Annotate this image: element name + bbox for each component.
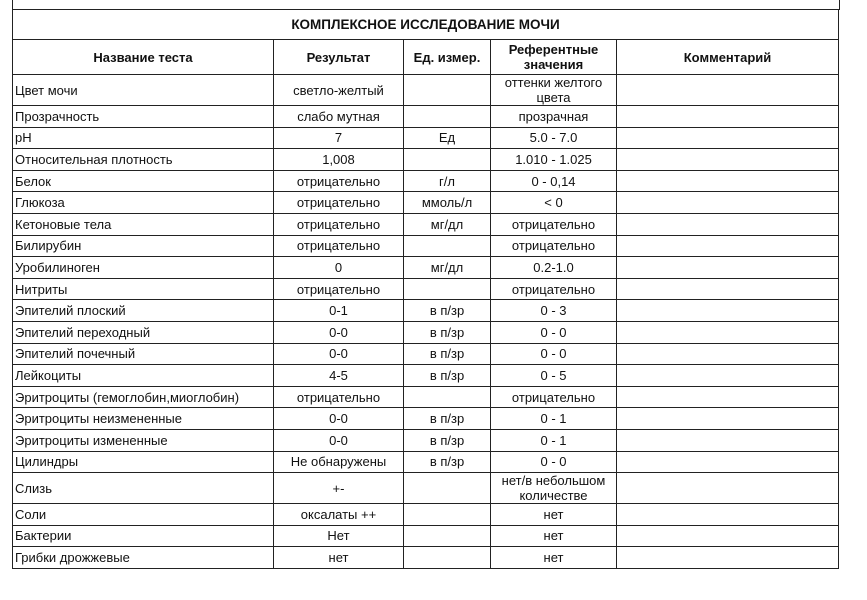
result-cell: отрицательно [274,386,404,408]
comment-cell [617,429,839,451]
reference-cell: 0 - 0 [491,321,617,343]
header-row [13,40,839,75]
reference-cell: отрицательно [491,213,617,235]
comment-cell [617,278,839,300]
test-name-cell: Эритроциты (гемоглобин,миоглобин) [13,386,274,408]
result-cell: оксалаты ++ [274,504,404,526]
test-name-cell: Грибки дрожжевые [13,547,274,569]
test-name-cell: Бактерии [13,525,274,547]
result-cell: 0-0 [274,321,404,343]
comment-cell [617,451,839,473]
result-cell: отрицательно [274,170,404,192]
comment-cell [617,547,839,569]
comment-cell [617,127,839,149]
test-name-cell: Относительная плотность [13,149,274,171]
reference-cell: 5.0 - 7.0 [491,127,617,149]
result-cell: 0-1 [274,300,404,322]
table-row [13,321,839,343]
table-row [13,235,839,257]
test-name-cell: Эритроциты неизмененные [13,408,274,430]
test-name-cell: pH [13,127,274,149]
result-cell: Нет [274,525,404,547]
unit-cell: г/л [404,170,491,192]
result-cell: 1,008 [274,149,404,171]
comment-cell [617,343,839,365]
unit-cell [404,149,491,171]
reference-cell: 0 - 5 [491,365,617,387]
test-name-cell: Эритроциты измененные [13,429,274,451]
unit-cell: в п/зр [404,365,491,387]
unit-cell: в п/зр [404,300,491,322]
table-row [13,75,839,106]
result-cell: отрицательно [274,213,404,235]
result-cell: 7 [274,127,404,149]
reference-cell: 0 - 0 [491,451,617,473]
reference-cell: 0.2-1.0 [491,257,617,279]
comment-cell [617,365,839,387]
unit-cell [404,106,491,128]
unit-cell: мг/дл [404,257,491,279]
table-row [13,365,839,387]
reference-cell: 0 - 0,14 [491,170,617,192]
unit-cell [404,473,491,504]
comment-cell [617,473,839,504]
unit-cell [404,235,491,257]
reference-cell: 0 - 0 [491,343,617,365]
column-header-name: Название теста [13,40,274,75]
comment-cell [617,408,839,430]
reference-cell: 0 - 3 [491,300,617,322]
result-cell: отрицательно [274,235,404,257]
table-row [13,504,839,526]
test-name-cell: Кетоновые тела [13,213,274,235]
reference-cell: 0 - 1 [491,429,617,451]
table-row [13,106,839,128]
table-row [13,257,839,279]
column-header-result: Результат [274,40,404,75]
result-cell: Не обнаружены [274,451,404,473]
test-name-cell: Нитриты [13,278,274,300]
test-name-cell: Эпителий переходный [13,321,274,343]
test-name-cell: Эпителий плоский [13,300,274,322]
comment-cell [617,504,839,526]
comment-cell [617,149,839,171]
comment-cell [617,235,839,257]
comment-cell [617,213,839,235]
table-row [13,300,839,322]
result-cell: 0-0 [274,343,404,365]
reference-cell: нет/в небольшом количестве [491,473,617,504]
test-name-cell: Глюкоза [13,192,274,214]
table-row [13,451,839,473]
reference-cell: 0 - 1 [491,408,617,430]
column-header-comment: Комментарий [617,40,839,75]
unit-cell: в п/зр [404,343,491,365]
table-row [13,473,839,504]
test-name-cell: Прозрачность [13,106,274,128]
table-row [13,127,839,149]
unit-cell [404,525,491,547]
comment-cell [617,321,839,343]
comment-cell [617,257,839,279]
unit-cell [404,386,491,408]
unit-cell [404,504,491,526]
urinalysis-table [12,9,839,569]
test-name-cell: Уробилиноген [13,257,274,279]
table-row [13,213,839,235]
reference-cell: нет [491,547,617,569]
reference-cell: нет [491,504,617,526]
unit-cell [404,547,491,569]
unit-cell: ммоль/л [404,192,491,214]
table-row [13,149,839,171]
result-cell: 0-0 [274,408,404,430]
unit-cell: Ед [404,127,491,149]
result-cell: отрицательно [274,278,404,300]
result-cell: слабо мутная [274,106,404,128]
test-name-cell: Соли [13,504,274,526]
unit-cell: в п/зр [404,321,491,343]
result-cell: +- [274,473,404,504]
table-row [13,525,839,547]
unit-cell [404,75,491,106]
reference-cell: отрицательно [491,386,617,408]
test-name-cell: Билирубин [13,235,274,257]
unit-cell [404,278,491,300]
unit-cell: мг/дл [404,213,491,235]
result-cell: нет [274,547,404,569]
table-row [13,429,839,451]
comment-cell [617,75,839,106]
result-cell: 4-5 [274,365,404,387]
table-title-row [13,10,839,40]
test-name-cell: Слизь [13,473,274,504]
table-row [13,170,839,192]
column-header-reference: Референтные значения [491,40,617,75]
table-row [13,386,839,408]
result-cell: 0-0 [274,429,404,451]
reference-cell: нет [491,525,617,547]
comment-cell [617,525,839,547]
reference-cell: 1.010 - 1.025 [491,149,617,171]
table-row [13,547,839,569]
test-name-cell: Белок [13,170,274,192]
column-header-unit: Ед. измер. [404,40,491,75]
unit-cell: в п/зр [404,451,491,473]
reference-cell: отрицательно [491,278,617,300]
test-name-cell: Цвет мочи [13,75,274,106]
reference-cell: оттенки желтого цвета [491,75,617,106]
comment-cell [617,386,839,408]
result-cell: отрицательно [274,192,404,214]
test-name-cell: Лейкоциты [13,365,274,387]
unit-cell: в п/зр [404,429,491,451]
comment-cell [617,192,839,214]
reference-cell: прозрачная [491,106,617,128]
table-row [13,278,839,300]
comment-cell [617,170,839,192]
test-name-cell: Цилиндры [13,451,274,473]
reference-cell: отрицательно [491,235,617,257]
comment-cell [617,106,839,128]
table-title: КОМПЛЕКСНОЕ ИССЛЕДОВАНИЕ МОЧИ [13,10,839,40]
comment-cell [617,300,839,322]
reference-cell: < 0 [491,192,617,214]
table-row [13,408,839,430]
table-row [13,192,839,214]
unit-cell: в п/зр [404,408,491,430]
table-row [13,343,839,365]
result-cell: 0 [274,257,404,279]
test-name-cell: Эпителий почечный [13,343,274,365]
result-cell: светло-желтый [274,75,404,106]
